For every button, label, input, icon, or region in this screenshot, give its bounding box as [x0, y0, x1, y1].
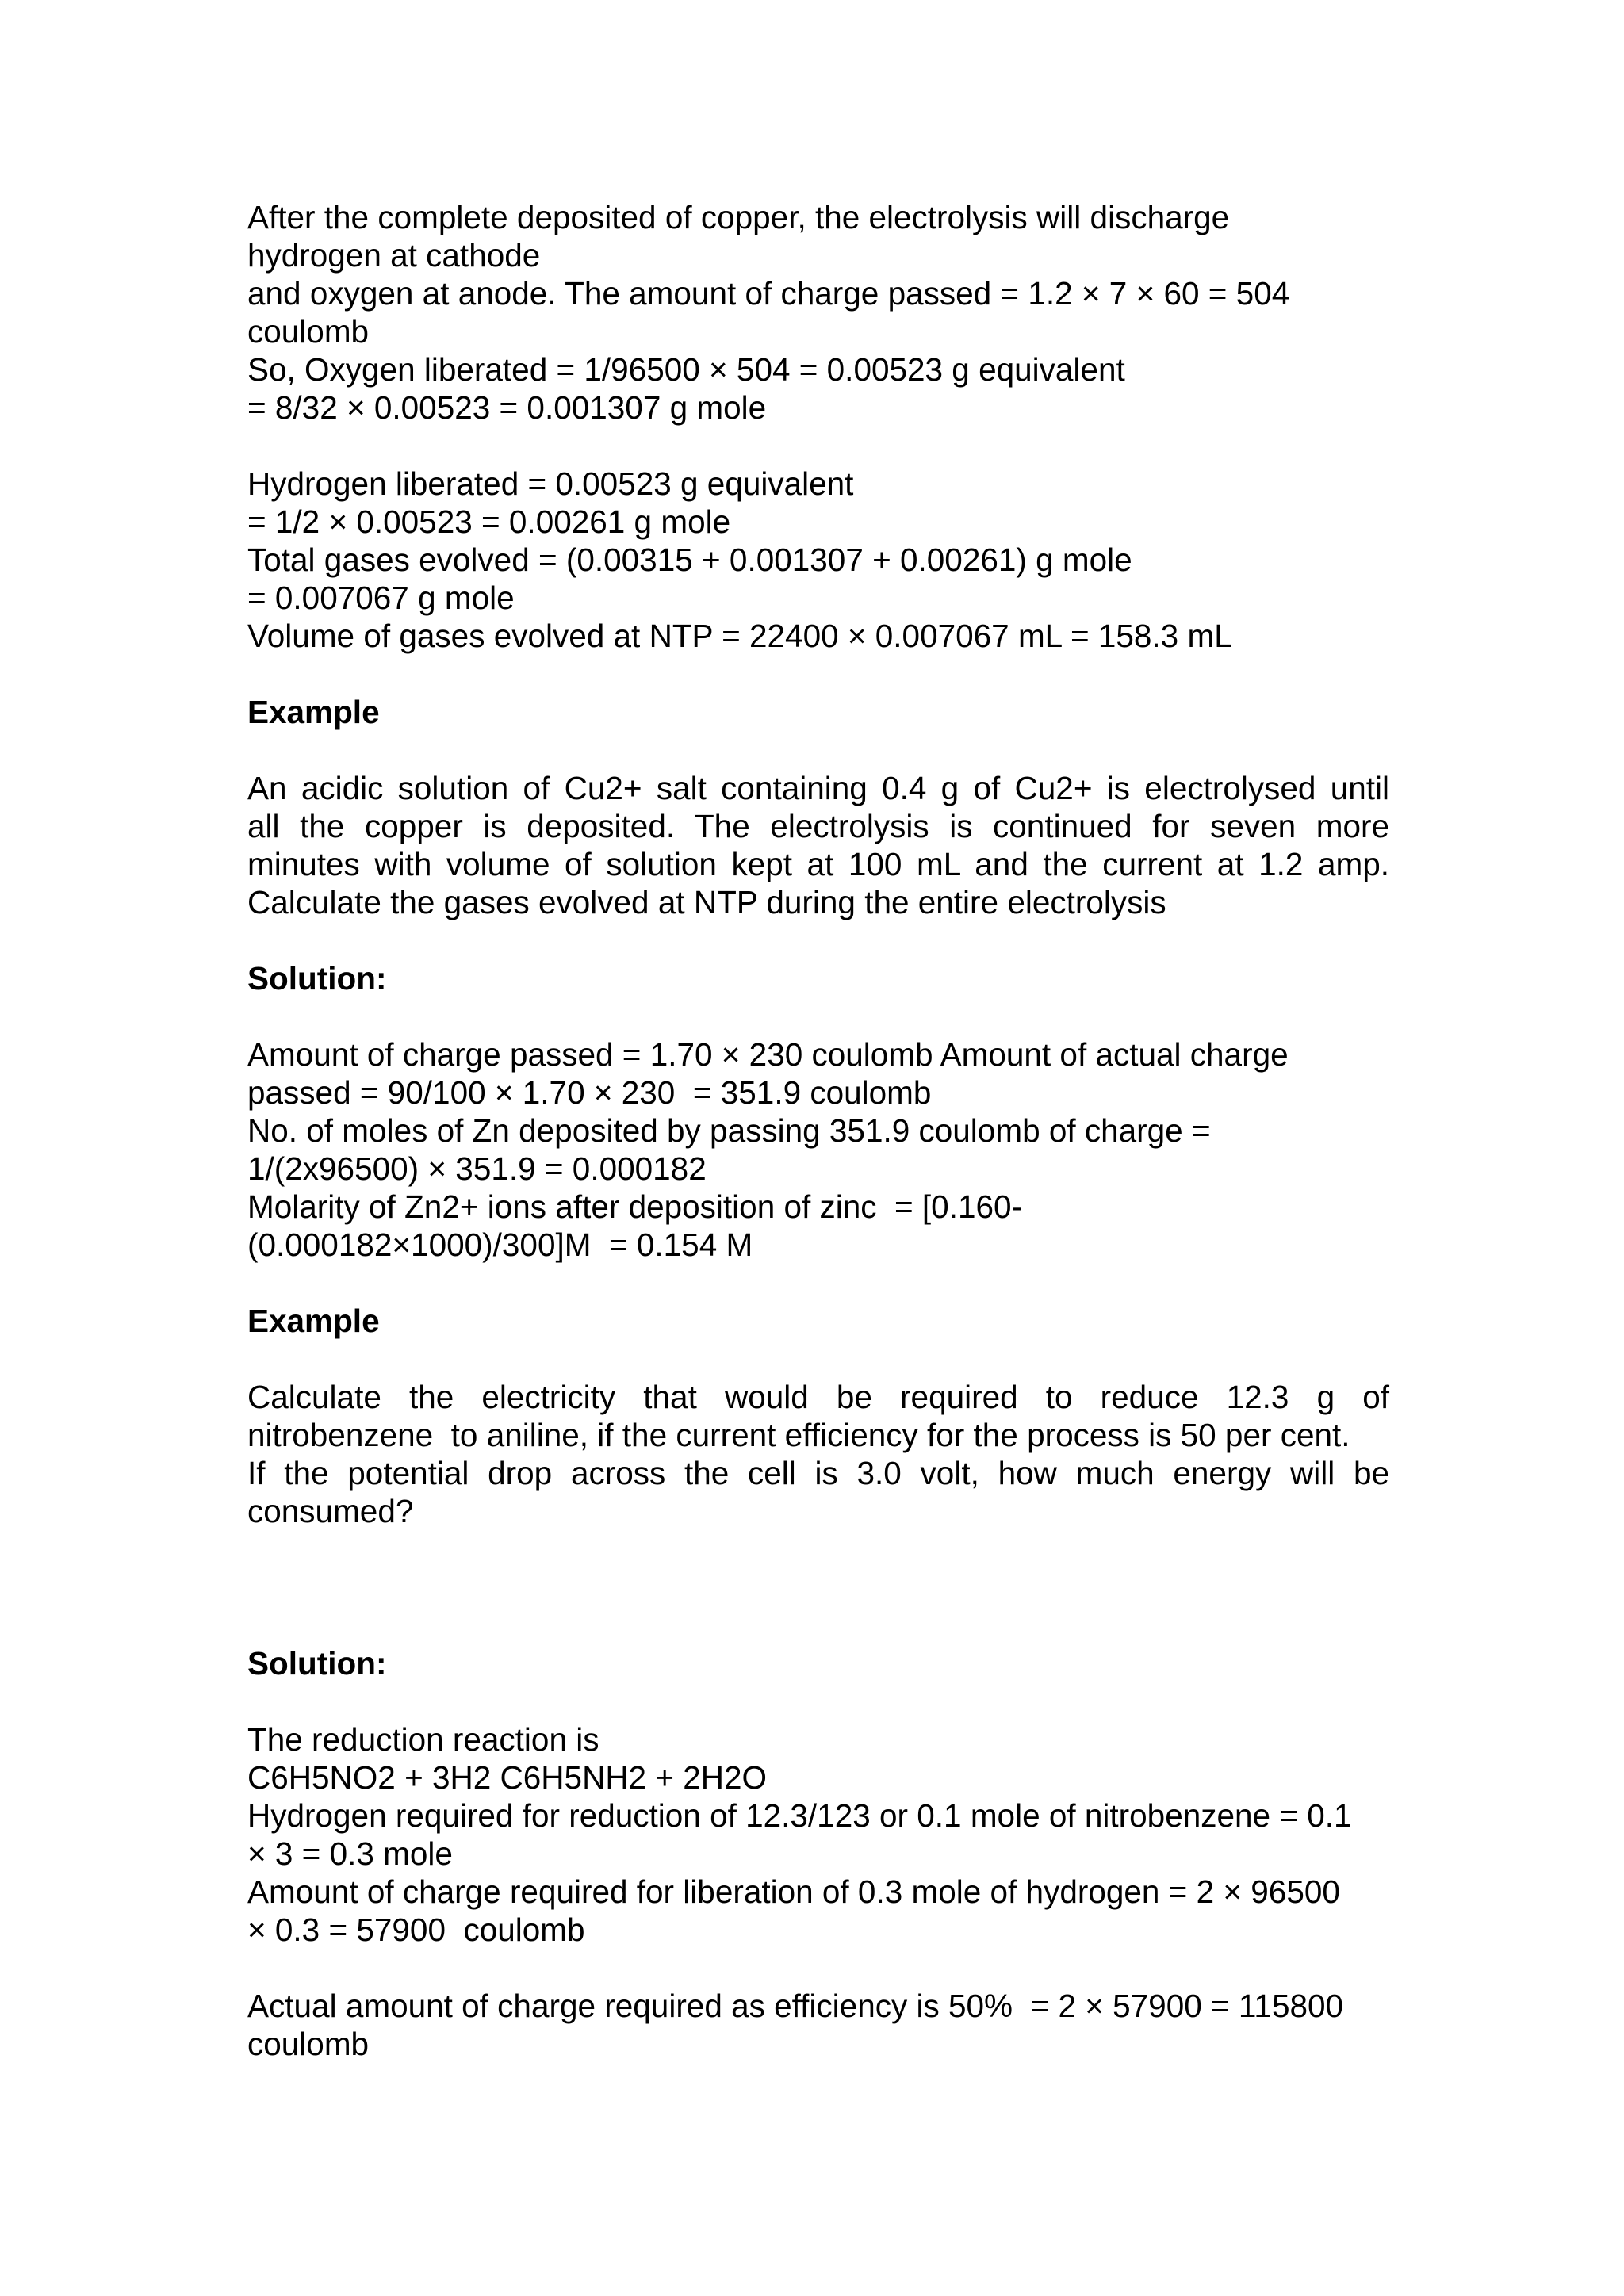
text-line: Amount of charge passed = 1.70 × 230 coulomb Amount of actual charge [247, 1036, 1289, 1073]
text-line: all the copper is deposited. The electrolysis is continued for seven more [247, 808, 1389, 844]
text-line: An acidic solution of Cu2+ salt containing 0.4 g of Cu2+ is electrolysed until [247, 770, 1389, 806]
paragraph-example-2 [247, 1378, 1389, 1530]
text-line: Actual amount of charge required as efficiency is 50% = 2 × 57900 = 115800 [247, 1988, 1344, 2024]
page-content [247, 198, 1389, 2063]
text-line: Calculate the gases evolved at NTP during the entire electrolysis [247, 884, 1166, 920]
text-line: Hydrogen required for reduction of 12.3/123 or 0.1 mole of nitrobenzene = 0.1 [247, 1797, 1352, 1834]
text-line: = 1/2 × 0.00523 = 0.00261 g mole [247, 503, 731, 540]
text-line: C6H5NO2 + 3H2 C6H5NH2 + 2H2O [247, 1759, 768, 1796]
spacer [247, 921, 1389, 959]
spacer [247, 1530, 1389, 1644]
text-line: = 0.007067 g mole [247, 580, 515, 616]
text-line: = 8/32 × 0.00523 = 0.001307 g mole [247, 389, 767, 426]
spacer [247, 427, 1389, 465]
text-line: × 3 = 0.3 mole [247, 1835, 453, 1872]
paragraph-hydrogen-liberated [247, 465, 1389, 655]
paragraph-solution-1 [247, 1035, 1389, 1264]
text-line: 1/(2x96500) × 351.9 = 0.000182 [247, 1150, 707, 1187]
text-line: nitrobenzene to aniline, if the current efficiency for the process is 50 per cent. [247, 1417, 1350, 1453]
text-line: × 0.3 = 57900 coulomb [247, 1911, 585, 1948]
text-line: Amount of charge required for liberation of 0.3 mole of hydrogen = 2 × 96500 [247, 1873, 1340, 1910]
paragraph-solution-2 [247, 1720, 1389, 1949]
spacer [247, 731, 1389, 769]
text-line: passed = 90/100 × 1.70 × 230 = 351.9 coulomb [247, 1074, 932, 1111]
text-line: Calculate the electricity that would be required to reduce 12.3 g of [247, 1379, 1389, 1415]
text-line: hydrogen at cathode [247, 237, 541, 274]
text-line: consumed? [247, 1493, 414, 1529]
solution-heading: Solution: [247, 960, 387, 997]
text-line: Hydrogen liberated = 0.00523 g equivalent [247, 465, 854, 502]
paragraph-example-1 [247, 769, 1389, 921]
text-line: coulomb [247, 313, 370, 350]
text-line: After the complete deposited of copper, the electrolysis will discharge [247, 199, 1230, 235]
paragraph-copper-deposition [247, 198, 1389, 427]
text-line: Total gases evolved = (0.00315 + 0.001307 + 0.00261) g mole [247, 541, 1132, 578]
text-line: minutes with volume of solution kept at 100 mL and the current at 1.2 amp. [247, 846, 1389, 882]
spacer [247, 1949, 1389, 1987]
text-line: Molarity of Zn2+ ions after deposition of zinc = [0.160- [247, 1188, 1023, 1225]
text-line: (0.000182×1000)/300]M = 0.154 M [247, 1226, 753, 1263]
spacer [247, 1340, 1389, 1378]
text-line: Volume of gases evolved at NTP = 22400 × 0.007067 mL = 158.3 mL [247, 618, 1232, 654]
spacer [247, 655, 1389, 693]
example-heading: Example [247, 694, 380, 730]
example-heading: Example [247, 1303, 380, 1339]
text-line: If the potential drop across the cell is 3.0 volt, how much energy will be [247, 1455, 1389, 1491]
text-line: and oxygen at anode. The amount of charge passed = 1.2 × 7 × 60 = 504 [247, 275, 1290, 312]
text-line: coulomb [247, 2026, 370, 2062]
spacer [247, 1682, 1389, 1720]
text-line: So, Oxygen liberated = 1/96500 × 504 = 0.00523 g equivalent [247, 351, 1125, 388]
text-line: The reduction reaction is [247, 1721, 599, 1758]
solution-heading: Solution: [247, 1645, 387, 1682]
spacer [247, 1264, 1389, 1302]
spacer [247, 997, 1389, 1035]
text-line: No. of moles of Zn deposited by passing 351.9 coulomb of charge = [247, 1112, 1211, 1149]
paragraph-actual-charge [247, 1987, 1389, 2063]
